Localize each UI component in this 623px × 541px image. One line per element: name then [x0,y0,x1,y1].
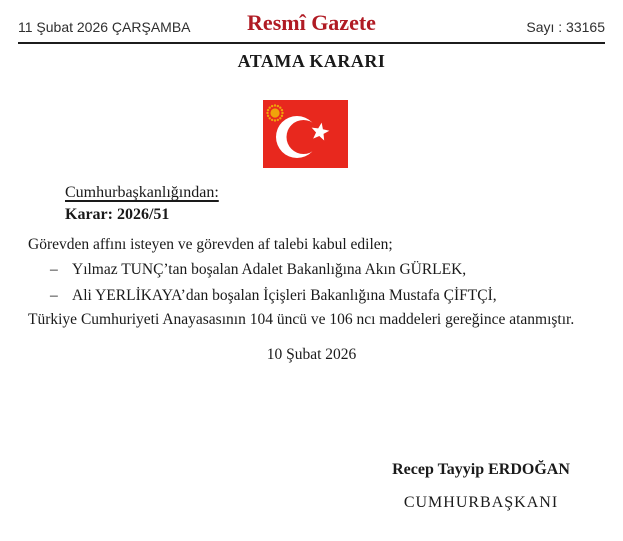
gazette-title: Resmî Gazete [247,10,376,35]
decree-appointment-text: Ali YERLİKAYA’dan boşalan İçişleri Bakanlığına Mustafa ÇİFTÇİ, [72,287,497,304]
masthead-divider [18,42,605,44]
decision-number: Karar: 2026/51 [65,206,170,223]
decree-closing-line: Türkiye Cumhuriyeti Anayasasının 104 üncü ve 106 ncı maddeleri gereğince atanmıştır. [28,311,575,328]
list-dash-marker: – [50,287,58,304]
turkish-flag-image [263,100,348,168]
list-dash-marker: – [50,261,58,278]
decree-appointment-item [50,287,497,305]
decree-intro-line: Görevden affını isteyen ve görevden af talebi kabul edilen; [28,236,393,253]
decree-date: 10 Şubat 2026 [266,346,357,363]
decree-appointment-text: Yılmaz TUNÇ’tan boşalan Adalet Bakanlığına Akın GÜRLEK, [72,261,467,278]
signature-block [356,461,606,512]
document-heading: ATAMA KARARI [237,51,386,71]
signatory-name: Recep Tayyip ERDOĞAN [392,461,570,478]
signatory-title: CUMHURBAŞKANI [403,494,559,511]
decree-appointment-item [50,261,466,279]
gazette-issue-number: Sayı : 33165 [526,19,605,35]
turkish-flag-icon [263,100,348,168]
issuing-authority: Cumhurbaşkanlığından: [65,184,219,201]
gazette-date: 11 Şubat 2026 ÇARŞAMBA [18,19,191,35]
